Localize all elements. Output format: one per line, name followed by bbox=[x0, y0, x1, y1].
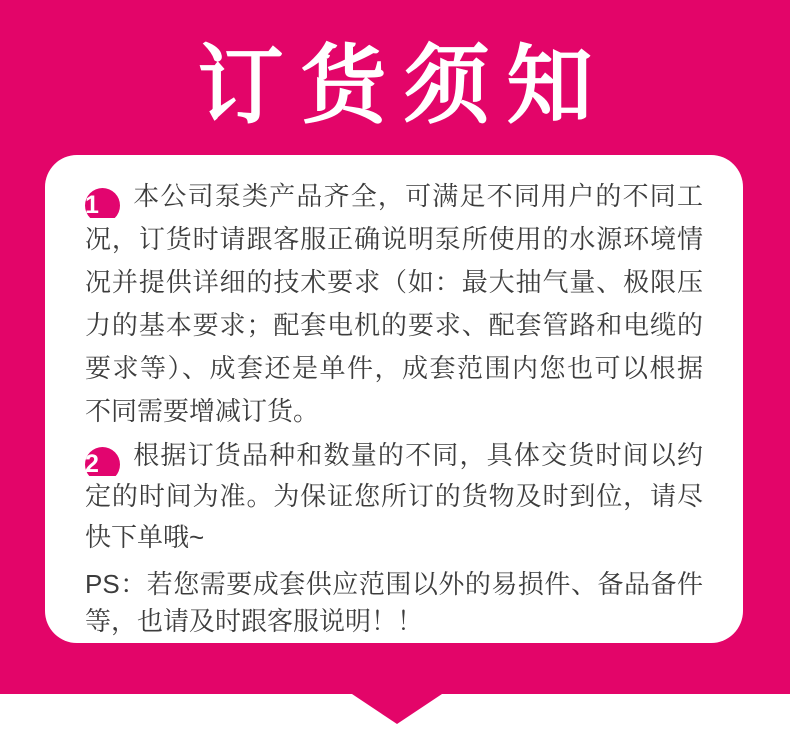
ps-note bbox=[85, 566, 703, 640]
notice-card bbox=[45, 155, 743, 643]
item-number: 2 bbox=[85, 450, 99, 476]
notice-line: 不同需要增减订货。 bbox=[85, 396, 320, 426]
notice-line: 况，订货时请跟客服正确说明泵所使用的水源环境情 bbox=[85, 224, 703, 254]
ps-line: PS：若您需要成套供应范围以外的易损件、备品备件 bbox=[85, 569, 703, 599]
notice-item-1 bbox=[85, 175, 703, 433]
item-number-badge bbox=[85, 188, 120, 218]
notice-line-text: 本公司泵类产品齐全，可满足不同用户的不同工 bbox=[132, 181, 703, 211]
notice-line: 快下单哦~ bbox=[85, 522, 205, 552]
notice-line: 定的时间为准。为保证您所订的货物及时到位，请尽 bbox=[85, 481, 703, 511]
ps-line: 等，也请及时跟客服说明！！ bbox=[85, 606, 424, 636]
notice-line bbox=[85, 175, 703, 218]
notice-line bbox=[85, 435, 703, 476]
item-number-badge bbox=[85, 447, 120, 476]
notice-line-text: 根据订货品种和数量的不同，具体交货时间以约 bbox=[132, 440, 703, 470]
notice-line: 要求等）、成套还是单件，成套范围内您也可以根据 bbox=[85, 353, 703, 383]
item-number: 1 bbox=[85, 191, 99, 218]
bottom-arrow-pointer-icon bbox=[352, 694, 442, 724]
page-title: 订货须知 bbox=[197, 38, 610, 134]
notice-line: 况并提供详细的技术要求（如：最大抽气量、极限压 bbox=[85, 267, 703, 297]
notice-item-2 bbox=[85, 435, 703, 558]
notice-line: 力的基本要求；配套电机的要求、配套管路和电缆的 bbox=[85, 310, 703, 340]
